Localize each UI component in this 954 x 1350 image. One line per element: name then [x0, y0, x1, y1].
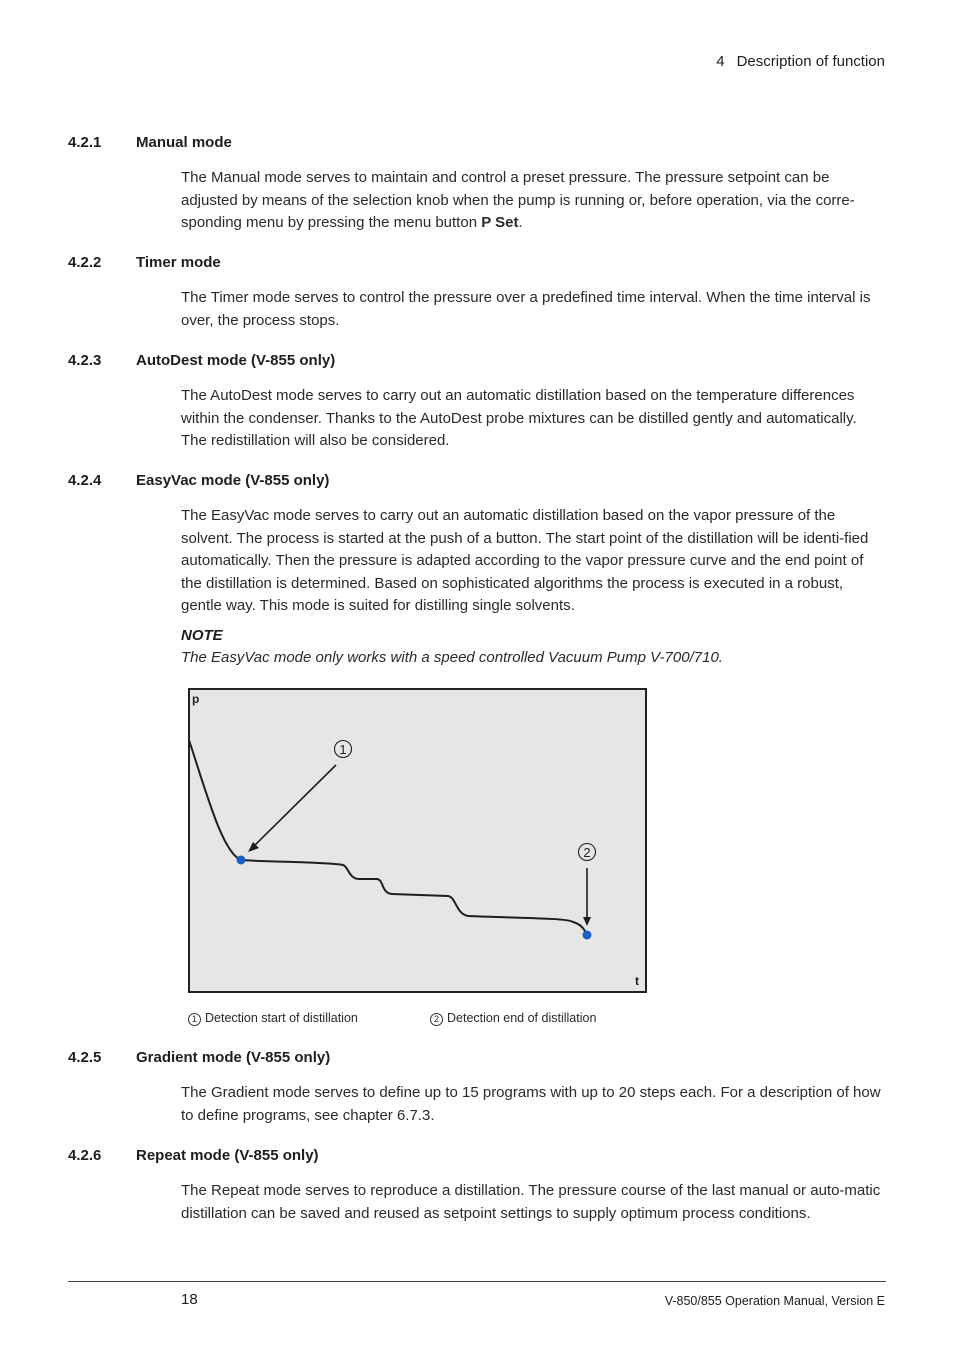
paragraph-text: .: [518, 214, 523, 232]
end-marker: [583, 931, 592, 940]
pressure-time-diagram: [188, 688, 647, 993]
y-axis-label: p: [192, 692, 200, 706]
section-paragraph: The Gradient mode serves to define up to 15 programs with up to 20 steps each. For a description of how to define programs, see chapter 6.7.3.: [181, 1084, 881, 1124]
legend-text: Detection start of distillation: [205, 1011, 358, 1025]
note-title: NOTE: [181, 627, 223, 644]
legend-number: 2: [430, 1013, 443, 1026]
page-header: [716, 53, 885, 70]
paragraph-text: The Manual mode serves to maintain and control a preset pressure. The pressure setpoint can be adjusted by means of the selection knob when the pump is running or, before operation, via the corre-sponding menu by pressing the menu button: [181, 169, 855, 232]
note-text: The EasyVac mode only works with a speed controlled Vacuum Pump V-700/710.: [181, 649, 723, 666]
diagram-frame: [189, 689, 646, 992]
section-title: AutoDest mode (V-855 only): [136, 352, 336, 369]
section-title: Gradient mode (V-855 only): [136, 1049, 331, 1066]
section-title: Timer mode: [136, 254, 221, 271]
legend-item-end: [430, 1011, 596, 1026]
section-paragraph: The EasyVac mode serves to carry out an automatic distillation based on the vapor pressure of the solvent. The process is started at the push of a button. The start point of the distillation will be identi-fied automatically. Then the pressure is adapted according to the vapor pressure curve and the end point of the distillation is determined. Based on sophisticated algorithms the process is executed in a robust, gentle way. This mode is suited for distilling single solvents.: [181, 507, 869, 615]
callout-number-2: 2: [583, 845, 591, 860]
section-title: Manual mode: [136, 134, 232, 151]
section-number: 4.2.2: [68, 254, 102, 271]
chapter-title: Description of function: [736, 53, 885, 70]
section-paragraph: [181, 167, 885, 235]
manual-name: V-850/855 Operation Manual, Version E: [664, 1294, 885, 1308]
start-marker: [237, 856, 246, 865]
x-axis-label: t: [635, 974, 639, 988]
section-number: 4.2.3: [68, 352, 102, 369]
menu-button-name: P Set: [481, 214, 519, 232]
section-title: EasyVac mode (V-855 only): [136, 472, 330, 489]
section-number: 4.2.4: [68, 472, 102, 489]
section-title: Repeat mode (V-855 only): [136, 1147, 319, 1164]
easyvac-pressure-figure: [188, 688, 647, 993]
callout-number-1: 1: [339, 742, 347, 757]
section-paragraph: The Timer mode serves to control the pressure over a predefined time interval. When the time interval is over, the process stops.: [181, 289, 871, 329]
footer-divider: [68, 1281, 886, 1282]
chapter-number: 4: [716, 53, 725, 70]
section-paragraph: The AutoDest mode serves to carry out an automatic distillation based on the temperature differences within the condenser. Thanks to the AutoDest probe mixtures can be distilled gently and automatically. The redistillation will also be considered.: [181, 387, 857, 450]
legend-number: 1: [188, 1013, 201, 1026]
section-number: 4.2.1: [68, 134, 102, 151]
section-number: 4.2.5: [68, 1049, 102, 1066]
legend-item-start: [188, 1011, 358, 1026]
legend-text: Detection end of distillation: [447, 1011, 597, 1025]
section-number: 4.2.6: [68, 1147, 102, 1164]
section-paragraph: The Repeat mode serves to reproduce a distillation. The pressure course of the last manual or auto-matic distillation can be saved and reused as setpoint settings to supply optimum process conditions.: [181, 1182, 881, 1222]
page-number: 18: [181, 1291, 198, 1308]
